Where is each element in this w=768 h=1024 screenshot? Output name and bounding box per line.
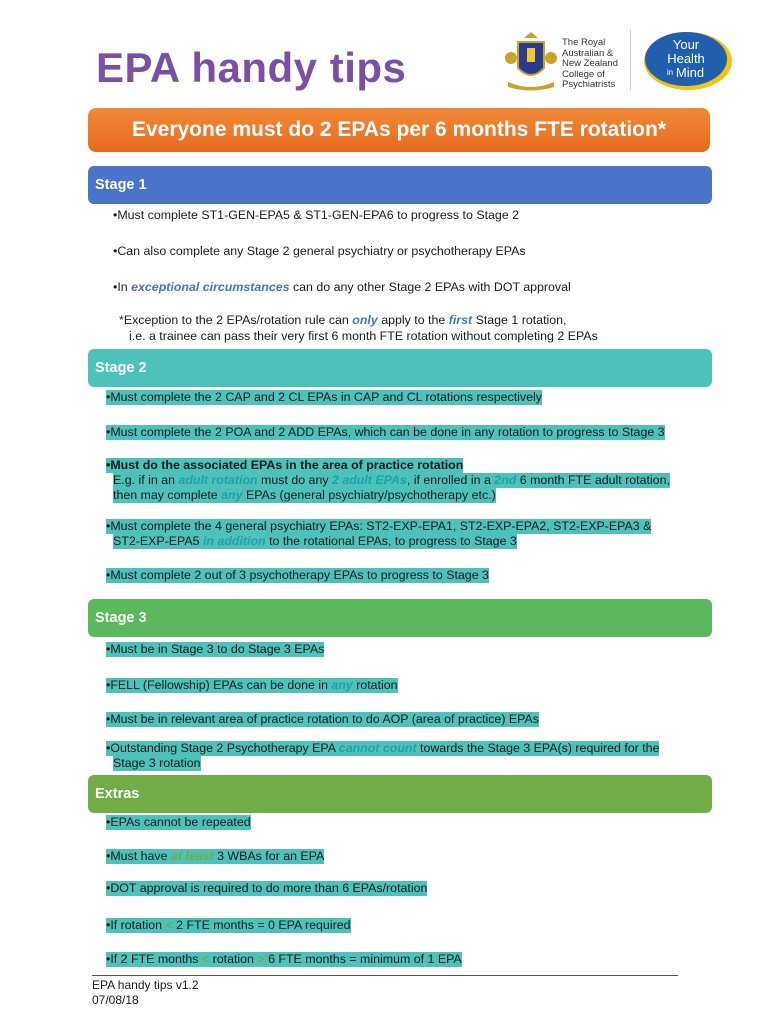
extras-bullet: •DOT approval is required to do more than 6 EPAs/rotation bbox=[106, 881, 428, 895]
stage-3-bullet-line: Stage 3 rotation bbox=[113, 756, 201, 770]
extras-header: Extras bbox=[88, 775, 712, 813]
org-name-line: The Royal bbox=[562, 37, 606, 48]
stage-2-bullet-line: ST2-EXP-EPA5 in addition to the rotational EPAs, to progress to Stage 3 bbox=[113, 534, 517, 548]
logo-text: Health bbox=[667, 51, 705, 66]
page-title: EPA handy tips bbox=[96, 44, 407, 91]
stage-3-header: Stage 3 bbox=[88, 599, 712, 637]
stage-2-bullet: •Must do the associated EPAs in the area of practice rotation bbox=[106, 458, 464, 472]
extras-bullet: •If 2 FTE months < rotation > 6 FTE months = minimum of 1 EPA bbox=[106, 952, 462, 966]
stage-3-bullet: •Must be in Stage 3 to do Stage 3 EPAs bbox=[106, 642, 325, 656]
org-name-line: New Zealand bbox=[562, 58, 618, 69]
footer-version: EPA handy tips v1.2 bbox=[92, 978, 199, 992]
stage-1-bullet: •Can also complete any Stage 2 general psychiatry or psychotherapy EPAs bbox=[113, 244, 526, 258]
stage-1-bullet: •Must complete ST1-GEN-EPA5 & ST1-GEN-EPA6 to progress to Stage 2 bbox=[113, 208, 520, 222]
stage-2-header: Stage 2 bbox=[88, 349, 712, 387]
footer-date: 07/08/18 bbox=[92, 993, 139, 1007]
stage-2-bullet-line: then may complete any EPAs (general psychiatry/psychotherapy etc.) bbox=[113, 488, 496, 502]
stage-1-note-line: i.e. a trainee can pass their very first 6 month FTE rotation without completing 2 EPAs bbox=[129, 329, 598, 343]
stage-3-bullet: •Must be in relevant area of practice rotation to do AOP (area of practice) EPAs bbox=[106, 712, 539, 726]
stage-1-note: *Exception to the 2 EPAs/rotation rule can only apply to the first Stage 1 rotation, bbox=[119, 313, 567, 327]
stage-3-bullet: •Outstanding Stage 2 Psychotherapy EPA cannot count towards the Stage 3 EPA(s) required for the bbox=[106, 741, 660, 755]
footer-divider bbox=[92, 975, 678, 976]
extras-bullet: •If rotation < 2 FTE months = 0 EPA required bbox=[106, 918, 351, 932]
stage-3-bullet: •FELL (Fellowship) EPAs can be done in any rotation bbox=[106, 678, 398, 692]
org-name-line: Australian & bbox=[562, 47, 614, 59]
your-health-in-mind-logo bbox=[642, 30, 734, 94]
stage-2-bullet: •Must complete the 4 general psychiatry EPAs: ST2-EXP-EPA1, ST2-EXP-EPA2, ST2-EXP-EPA3 & bbox=[106, 519, 652, 533]
college-crest-icon bbox=[504, 32, 558, 92]
org-name-line: College of bbox=[562, 68, 605, 80]
extras-bullet: •Must have at least 3 WBAs for an EPA bbox=[106, 849, 325, 863]
logo-text: Your bbox=[672, 37, 700, 52]
headline-banner: Everyone must do 2 EPAs per 6 months FTE rotation* bbox=[88, 108, 710, 152]
extras-bullet: •EPAs cannot be repeated bbox=[106, 815, 251, 829]
stage-2-bullet: •Must complete the 2 CAP and 2 CL EPAs in CAP and CL rotations respectively bbox=[106, 390, 542, 404]
stage-2-bullet-line: E.g. if in an adult rotation must do any 2 adult EPAs, if enrolled in a 2nd 6 month FTE adult rotation, bbox=[113, 473, 670, 487]
stage-1-header: Stage 1 bbox=[88, 166, 712, 204]
logo-text: in bbox=[666, 68, 674, 77]
stage-2-bullet: •Must complete 2 out of 3 psychotherapy EPAs to progress to Stage 3 bbox=[106, 568, 489, 582]
logo-divider bbox=[630, 30, 631, 90]
stage-1-bullet: •In exceptional circumstances can do any other Stage 2 EPAs with DOT approval bbox=[113, 280, 571, 294]
rcnzcp-logo bbox=[500, 30, 635, 92]
stage-2-bullet: •Must complete the 2 POA and 2 ADD EPAs, which can be done in any rotation to progress to Stage 3 bbox=[106, 425, 665, 439]
logo-text: Mind bbox=[675, 65, 705, 80]
org-name-line: Psychiatrists bbox=[562, 79, 616, 90]
